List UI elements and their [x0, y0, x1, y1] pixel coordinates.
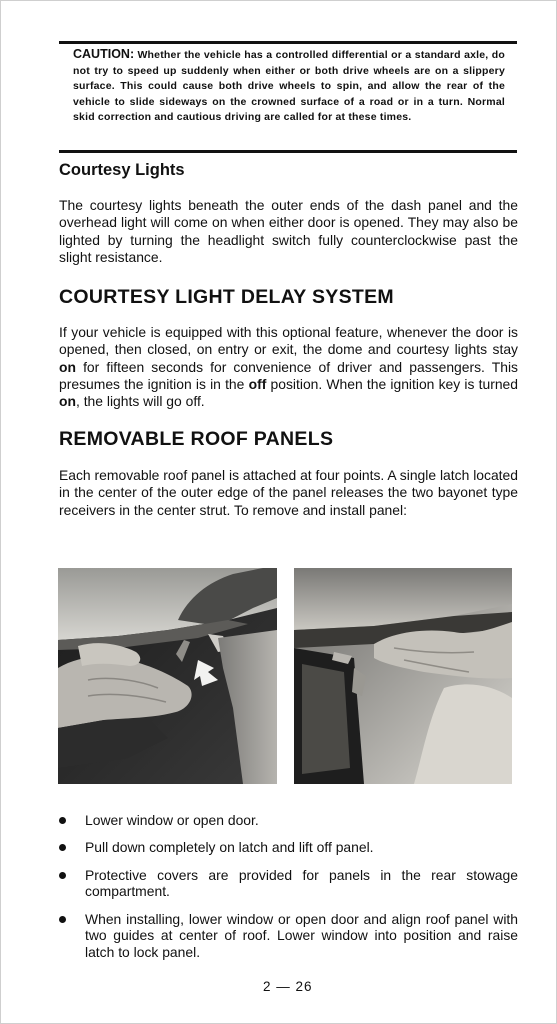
step-text: Lower window or open door. [85, 812, 259, 828]
caution-top-rule [59, 41, 517, 44]
courtesy-lights-heading: Courtesy Lights [59, 161, 185, 179]
removal-steps-list [59, 812, 518, 972]
courtesy-lights-body: The courtesy lights beneath the outer ends of the dash panel and the overhead light will come on when either door is opened. They may also be lighted by turning the headlight switch fully counterclockwise past the slight resistance. [59, 197, 518, 265]
bullet-icon [59, 817, 66, 824]
bullet-icon [59, 916, 66, 923]
delay-off: off [248, 375, 267, 392]
roof-panels-heading: REMOVABLE ROOF PANELS [59, 428, 334, 450]
page-number: 2 — 26 [263, 979, 313, 994]
caution-bottom-rule [59, 150, 517, 153]
delay-system-heading: COURTESY LIGHT DELAY SYSTEM [59, 286, 394, 308]
list-item [59, 812, 518, 829]
step-text: When installing, lower window or open door and align roof panel with two guides at center of roof. Lower window into position and raise latch to lock panel. [85, 910, 518, 961]
step-text: Pull down completely on latch and lift off panel. [85, 839, 374, 856]
delay-text-3: position. When the ignition key is turned [266, 375, 518, 392]
bullet-icon [59, 872, 66, 879]
roof-panels-body: Each removable roof panel is attached at four points. A single latch located in the center of the outer edge of the panel releases the two bayonet type receivers in the center strut. To remove and install panel: [59, 467, 518, 518]
latch-photo-right [294, 568, 512, 784]
latch-photo-left [58, 568, 277, 784]
step-text: Protective covers are provided for panels in the rear stowage compartment. [85, 866, 518, 900]
delay-text-2: for fifteen seconds for convenience of driver and passengers. This presumes the ignition is in the [59, 358, 518, 392]
delay-text-4: , the lights will go off. [75, 393, 205, 410]
delay-text-1: If your vehicle is equipped with this optional feature, whenever the door is opened, then closed, on entry or exit, the dome and courtesy lights stay [59, 324, 518, 358]
delay-on-2: on [59, 393, 76, 410]
caution-text: Whether the vehicle has a controlled differential or a standard axle, do not try to speed up suddenly when either or both drive wheels are on a slippery surface. This could cause both drive wheels to spin, and allow the rear of the vehicle to slide sideways on the crowned surface of a road or in a turn. Normal skid correction and cautious driving are called for at these times. [73, 49, 505, 124]
caution-box [73, 47, 505, 126]
list-item [59, 839, 518, 856]
delay-system-body [59, 324, 518, 410]
list-item [59, 911, 518, 961]
list-item [59, 867, 518, 901]
caution-label: CAUTION: [73, 47, 135, 61]
bullet-icon [59, 844, 66, 851]
delay-on-1: on [59, 358, 76, 375]
